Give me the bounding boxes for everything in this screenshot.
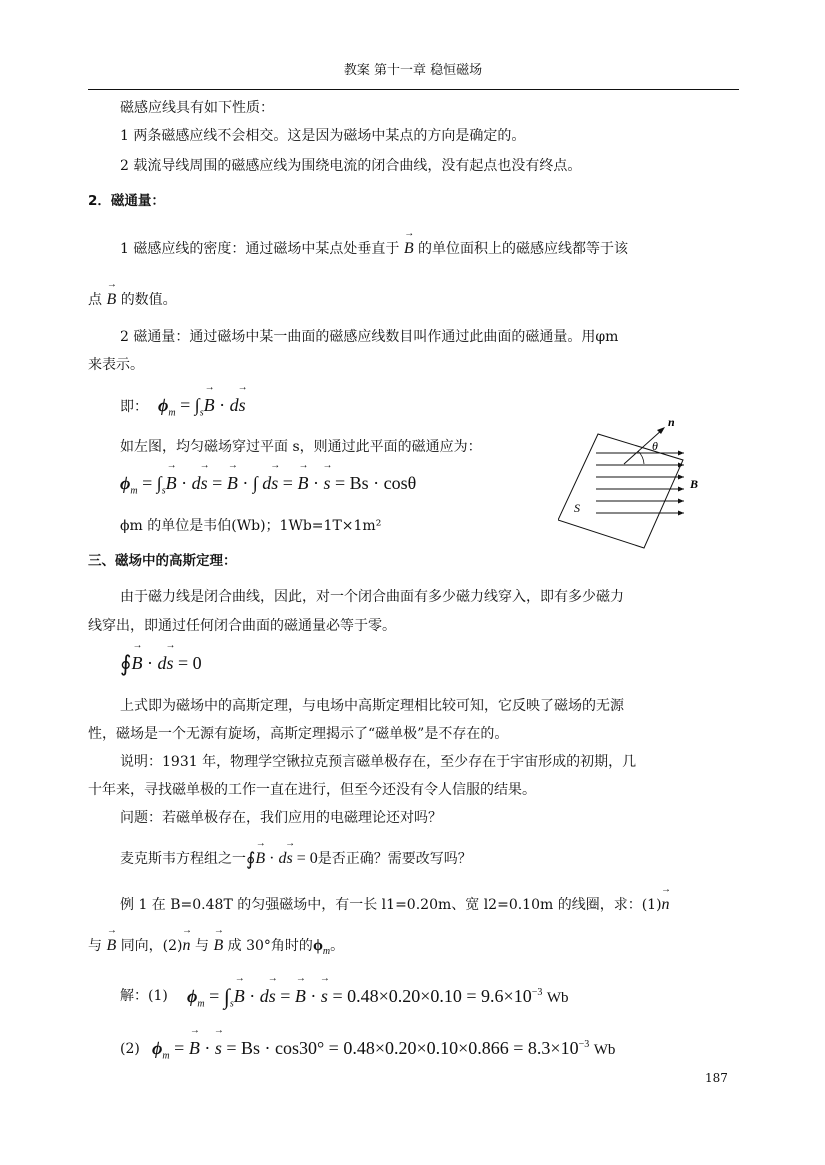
page-number: 187	[705, 1071, 728, 1085]
para-line: 线穿出，即通过任何闭合曲面的磁通量必等于零。	[88, 618, 396, 634]
para-line: 2 载流导线周围的磁感应线为围绕电流的闭合曲线，没有起点也没有终点。	[120, 158, 582, 174]
para-line: 磁感应线具有如下性质：	[120, 100, 274, 116]
para-line: ϕm 的单位是韦伯(Wb)；1Wb=1T×1m²	[120, 518, 382, 534]
para-line: 说明：1931 年，物理学空锹拉克预言磁单极存在，至少存在于宇宙形成的初期，几	[120, 754, 637, 770]
example-solution-1: $\phi_m = \int_s\to B \cdot d\to s$ = → B · → $s = 0.48\times 0.20\times 0.10 = 9.6\times 10^{-3}$ Wb	[187, 980, 569, 1018]
para-line: 与 → B 同向，(2)→ n 与 → B 成 30°角时的$\phi_m$。	[88, 935, 739, 963]
para-line: 性，磁场是一个无源有旋场，高斯定理揭示了“磁单极”是不存在的。	[88, 726, 509, 742]
flux-definition-formula: $\phi_m = \int_s\to B \cdot d\to s$	[158, 392, 246, 427]
plane-surface	[558, 434, 683, 548]
para-line: 十年来，寻找磁单极的工作一直在进行，但至今还没有令人信服的结果。	[88, 782, 536, 798]
para-line: 来表示。	[88, 357, 144, 373]
para-line: 解：(1)	[120, 988, 168, 1004]
flux-formula: $\phi_m = \int_s\to B \cdot d\to s$ = → B · ∫ d→ s = → B · → s = Bs · cosθ	[120, 470, 416, 505]
section-heading: 三、磁场中的高斯定理：	[88, 553, 237, 569]
para-line: 1 两条磁感应线不会相交。这是因为磁场中某点的方向是确定的。	[120, 128, 526, 144]
para-line: 问题：若磁单极存在，我们应用的电磁理论还对吗？	[120, 810, 442, 826]
para-line: 麦克斯韦方程组之一∮→ B · d→ s = 0是否正确？需要改写吗？	[120, 848, 771, 870]
para-line: 由于磁力线是闭合曲线，因此，对一个闭合曲面有多少磁力线穿入，即有多少磁力	[120, 589, 624, 605]
header-rule	[88, 89, 739, 90]
para-line: 2 磁通量：通过磁场中某一曲面的磁感应线数目叫作通过此曲面的磁通量。用φm	[120, 329, 619, 345]
label-b: B	[690, 477, 699, 491]
label-n: n	[668, 420, 675, 429]
para-line: 如左图，均匀磁场穿过平面 s，则通过此平面的磁通应为：	[120, 439, 482, 455]
para-line: 上式即为磁场中的高斯定理，与电场中高斯定理相比较可知，它反映了磁场的无源	[120, 698, 624, 714]
para-line: 即：	[120, 399, 148, 415]
para-line: 例 1 在 B=0.48T 的匀强磁场中，有一长 l1=0.20m、宽 l2=0.10m 的线圈，求：(1)→ n	[120, 894, 771, 916]
para-line: 点 → B 的数值。	[88, 289, 739, 311]
magnetic-flux-diagram	[558, 420, 718, 560]
para-line: 1 磁感应线的密度：通过磁场中某点处垂直于 → B 的单位面积上的磁感应线都等于该	[120, 238, 771, 260]
example-solution-2: $\phi_m$ = → B · → $s = Bs \cdot \cos 30^\circ = 0.48\times 0.20\times 0.10\times 0.866 = 8.3\times 10^{-3}$ Wb	[152, 1032, 615, 1070]
label-s: S	[574, 501, 580, 515]
para-line: (2)	[120, 1041, 140, 1057]
page-header: 教案 第十一章 稳恒磁场	[343, 63, 483, 78]
section-heading: 2．磁通量：	[88, 193, 165, 209]
label-theta: θ	[652, 439, 658, 453]
gauss-law-formula: ∮→ B · d→ s = 0	[120, 650, 202, 677]
